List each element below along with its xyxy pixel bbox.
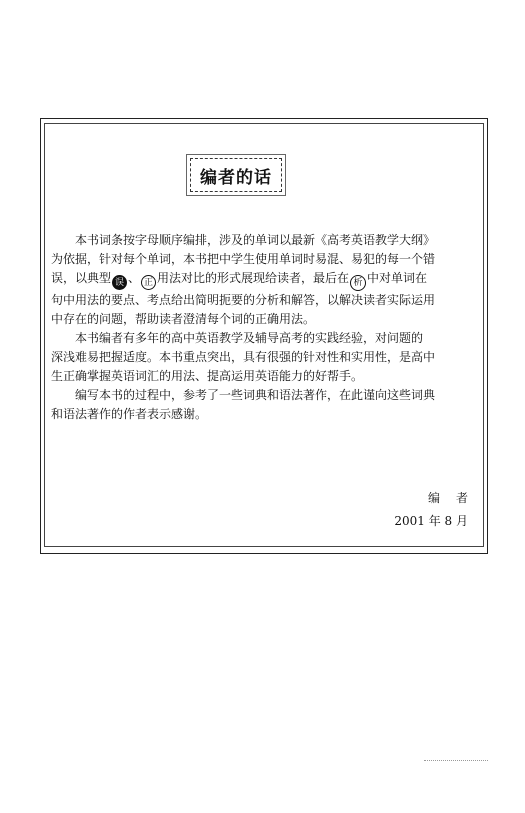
text-segment: 中对单词在 [367, 271, 428, 285]
text-line: 和语法著作的作者表示感谢。 [51, 407, 208, 421]
wrong-mark-icon: 误 [112, 275, 127, 290]
paragraph-3 [51, 386, 436, 424]
signature-author: 编者 [427, 491, 484, 505]
text-segment: 、 [128, 271, 141, 285]
text-segment: 用法对比的形式展现给读者，最后在 [157, 271, 350, 285]
text-line: 本书编者有多年的高中英语教学及辅导高考的实践经验，对问题的 [75, 331, 424, 345]
paragraph-1 [51, 231, 436, 329]
text-line: 中存在的问题，帮助读者澄清每个词的正确用法。 [51, 312, 316, 326]
text-line: 深浅难易把握适度。本书重点突出，具有很强的针对性和实用性，是高中 [51, 350, 436, 364]
text-segment: 误，以典型 [51, 271, 112, 285]
analysis-mark-icon: 析 [350, 275, 366, 291]
correct-mark-icon: 正 [141, 275, 156, 290]
signature-date: 2001 年 8 月 [394, 514, 468, 528]
paragraph-2 [51, 329, 436, 386]
page-title-text: 编者的话 [200, 167, 272, 188]
scan-artifact-divider [424, 760, 488, 762]
text-line: 编写本书的过程中，参考了一些词典和语法著作，在此谨向这些词典 [75, 388, 436, 402]
preface-body [51, 231, 436, 424]
text-line: 本书词条按字母顺序编排，涉及的单词以最新《高考英语教学大纲》 [75, 233, 436, 247]
text-line-with-marks [51, 269, 431, 291]
text-line: 为依据，针对每个单词，本书把中学生使用单词时易混、易犯的每一个错 [51, 252, 436, 266]
text-line: 生正确掌握英语词汇的用法、提高运用英语能力的好帮手。 [51, 369, 364, 383]
text-line: 句中用法的要点、考点给出简明扼要的分析和解答，以解决读者实际运用 [51, 293, 436, 307]
page-title [190, 158, 282, 192]
